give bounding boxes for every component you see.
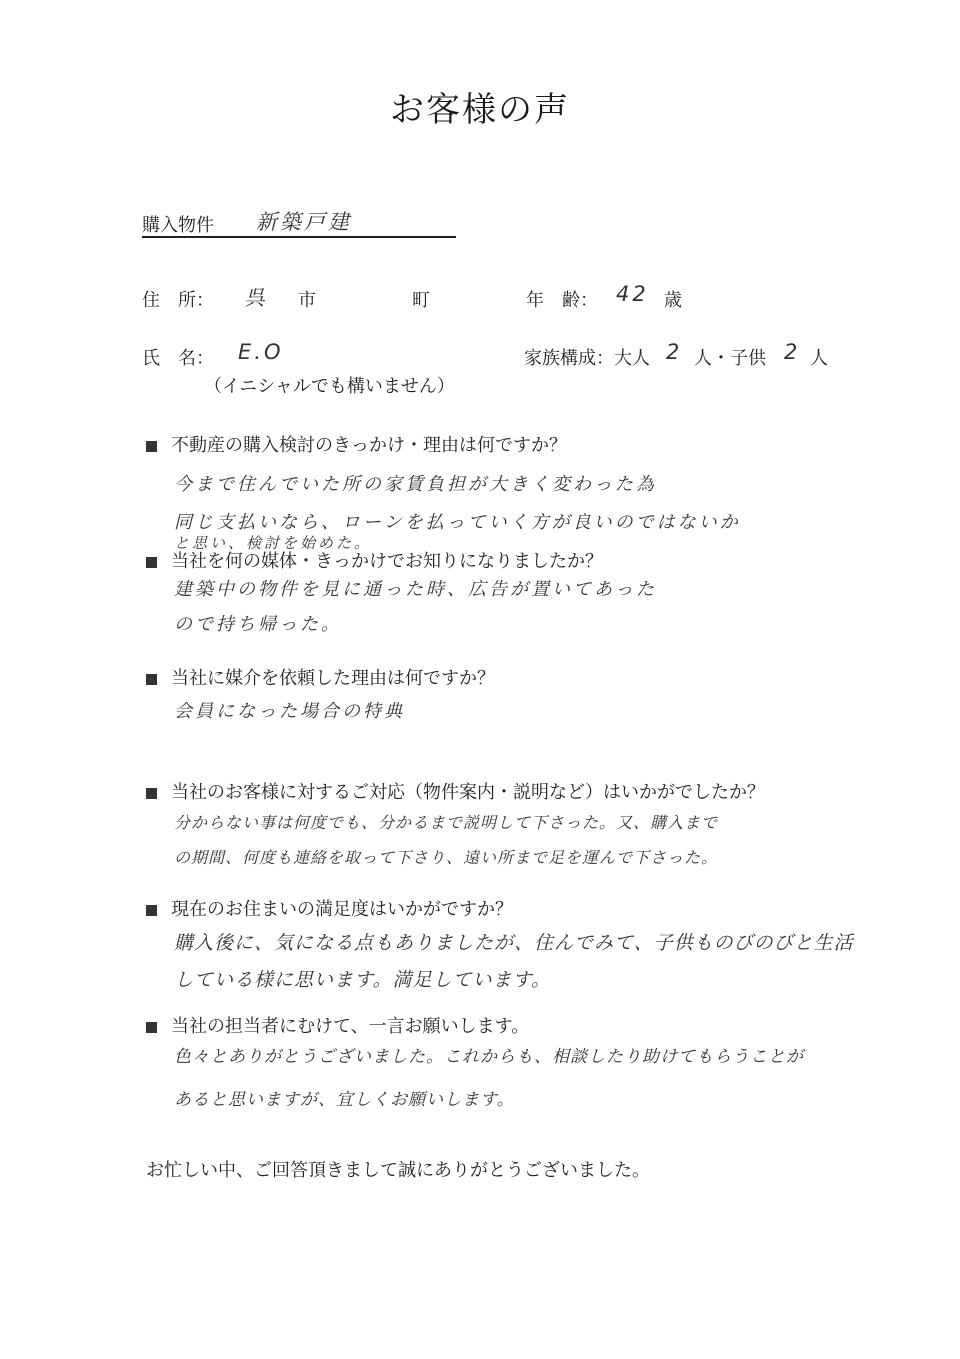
question-6 — [146, 1012, 529, 1038]
family-adults-value: 2 — [666, 340, 683, 364]
question-text: 現在のお住まいの満足度はいかがですか？ — [171, 899, 513, 920]
family-mid-label: 人・子供 — [694, 348, 766, 369]
square-bullet-icon — [146, 557, 157, 568]
answer-2-line-1: 建築中の物件を見に通った時、広告が置いてあった — [174, 579, 657, 600]
address-label: 住 所： — [142, 290, 214, 311]
answer-6-line-1: 色々とありがとうございました。これからも、相談したり助けてもらうことが — [174, 1047, 804, 1067]
age-label: 年 齢： — [526, 290, 598, 311]
age-suffix: 歳 — [664, 290, 682, 311]
question-text: 当社を何の媒体・きっかけでお知りになりましたか？ — [171, 551, 603, 572]
answer-1-line-1: 今まで住んでいた所の家賃負担が大きく変わった為 — [174, 474, 657, 495]
question-text: 当社に媒介を依頼した理由は何ですか？ — [171, 668, 495, 689]
answer-1-line-2: 同じ支払いなら、ローンを払っていく方が良いのではないか — [174, 512, 741, 533]
answer-2-line-2: ので持ち帰った。 — [174, 614, 342, 635]
question-1 — [146, 431, 567, 457]
family-suffix: 人 — [810, 348, 828, 369]
question-5 — [146, 895, 513, 921]
address-city-value: 呉 — [244, 286, 268, 310]
property-value: 新築戸建 — [256, 210, 352, 234]
address-town-suffix: 町 — [412, 290, 430, 311]
property-label: 購入物件 — [142, 215, 214, 236]
name-label: 氏 名： — [142, 348, 214, 369]
answer-3-line-1: 会員になった場合の特典 — [174, 701, 405, 722]
square-bullet-icon — [146, 1022, 157, 1033]
answer-6-line-2: あると思いますが、宜しくお願いします。 — [174, 1090, 515, 1110]
answer-4-line-2: の期間、何度も連絡を取って下さり、遠い所まで足を運んで下さった。 — [174, 848, 719, 867]
question-text: 不動産の購入検討のきっかけ・理由は何ですか？ — [171, 435, 567, 456]
question-text: 当社の担当者にむけて、一言お願いします。 — [171, 1016, 530, 1037]
square-bullet-icon — [146, 674, 157, 685]
family-children-value: 2 — [784, 340, 801, 364]
closing-message: お忙しい中、ご回答頂きまして誠にありがとうございました。 — [146, 1160, 650, 1181]
question-2 — [146, 547, 603, 573]
answer-1-line-3: と思い、検討を始めた。 — [174, 534, 373, 552]
name-value: E.O — [238, 340, 284, 364]
answer-4-line-1: 分からない事は何度でも、分かるまで説明して下さった。又、購入まで — [174, 813, 719, 832]
address-city-suffix: 市 — [298, 290, 316, 311]
question-3 — [146, 664, 495, 690]
question-text: 当社のお客様に対するご対応（物件案内・説明など）はいかがでしたか？ — [171, 782, 765, 803]
answer-5-line-2: している様に思います。満足しています。 — [174, 969, 551, 991]
name-note: （イニシャルでも構いません） — [204, 376, 455, 397]
answer-5-line-1: 購入後に、気になる点もありましたが、住んでみて、子供ものびのびと生活 — [174, 932, 854, 954]
family-label: 家族構成：大人 — [524, 348, 650, 369]
age-value: 42 — [616, 282, 649, 306]
page-title: お客様の声 — [390, 90, 570, 130]
square-bullet-icon — [146, 905, 157, 916]
square-bullet-icon — [146, 788, 157, 799]
question-4 — [146, 778, 765, 804]
square-bullet-icon — [146, 441, 157, 452]
